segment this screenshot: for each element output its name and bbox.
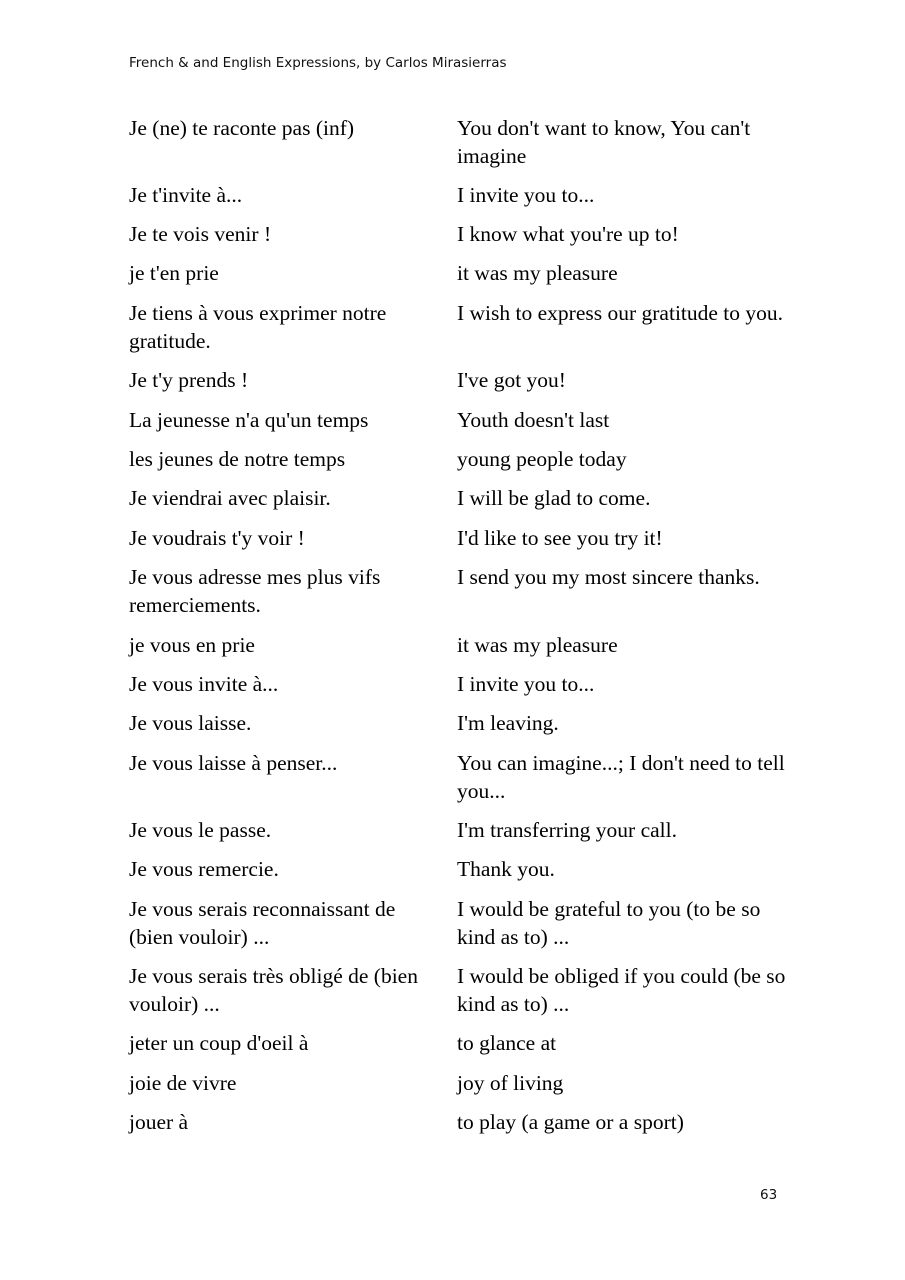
english-translation: I've got you! bbox=[457, 368, 566, 392]
french-expression: Je vous serais reconnaissant de (bien vouloir) ... bbox=[129, 897, 396, 949]
english-translation: I'm transferring your call. bbox=[457, 818, 677, 842]
english-translation: You don't want to know, You can't imagine bbox=[457, 116, 751, 168]
english-translation: I would be obliged if you could (be so kind as to) ... bbox=[457, 964, 786, 1016]
english-translation: Thank you. bbox=[457, 857, 555, 881]
running-header: French & and English Expressions, by Carlos Mirasierras bbox=[129, 55, 507, 71]
english-translation: I know what you're up to! bbox=[457, 222, 679, 246]
english-translation: young people today bbox=[457, 447, 627, 471]
english-translation: I'd like to see you try it! bbox=[457, 526, 663, 550]
french-expression: Je (ne) te raconte pas (inf) bbox=[129, 116, 355, 140]
french-expression: je vous en prie bbox=[129, 633, 255, 657]
english-translation: to play (a game or a sport) bbox=[457, 1110, 684, 1134]
french-expression: La jeunesse n'a qu'un temps bbox=[129, 408, 369, 432]
french-expression: Je vous remercie. bbox=[129, 857, 279, 881]
french-expression: Je vous adresse mes plus vifs remerciements. bbox=[129, 565, 381, 617]
french-expression: je t'en prie bbox=[129, 261, 219, 285]
english-translation: You can imagine...; I don't need to tell you... bbox=[457, 751, 785, 803]
french-expression: Je viendrai avec plaisir. bbox=[129, 486, 331, 510]
english-translation: I'm leaving. bbox=[457, 711, 559, 735]
french-expression: Je t'invite à... bbox=[129, 183, 243, 207]
french-expression: joie de vivre bbox=[129, 1071, 237, 1095]
english-translation: I would be grateful to you (to be so kind as to) ... bbox=[457, 897, 761, 949]
french-expression: Je vous le passe. bbox=[129, 818, 272, 842]
english-translation: I will be glad to come. bbox=[457, 486, 651, 510]
french-expression: Je vous serais très obligé de (bien vouloir) ... bbox=[129, 964, 418, 1016]
page-number: 63 bbox=[760, 1187, 778, 1203]
english-translation: joy of living bbox=[457, 1071, 564, 1095]
french-expression: Je t'y prends ! bbox=[129, 368, 249, 392]
french-expression: jeter un coup d'oeil à bbox=[129, 1031, 309, 1055]
french-expression: Je vous laisse à penser... bbox=[129, 751, 338, 775]
french-expression: Je te vois venir ! bbox=[129, 222, 272, 246]
english-translation: I wish to express our gratitude to you. bbox=[457, 301, 784, 325]
french-expression: Je voudrais t'y voir ! bbox=[129, 526, 305, 550]
french-expression: Je vous laisse. bbox=[129, 711, 252, 735]
english-translation: to glance at bbox=[457, 1031, 557, 1055]
english-translation: it was my pleasure bbox=[457, 261, 618, 285]
english-translation: I send you my most sincere thanks. bbox=[457, 565, 760, 589]
french-expression: jouer à bbox=[129, 1110, 189, 1134]
english-translation: I invite you to... bbox=[457, 183, 595, 207]
french-expression: les jeunes de notre temps bbox=[129, 447, 346, 471]
english-translation: Youth doesn't last bbox=[457, 408, 610, 432]
french-expression: Je tiens à vous exprimer notre gratitude. bbox=[129, 301, 387, 353]
english-translation: I invite you to... bbox=[457, 672, 595, 696]
french-expression: Je vous invite à... bbox=[129, 672, 279, 696]
english-translation: it was my pleasure bbox=[457, 633, 618, 657]
